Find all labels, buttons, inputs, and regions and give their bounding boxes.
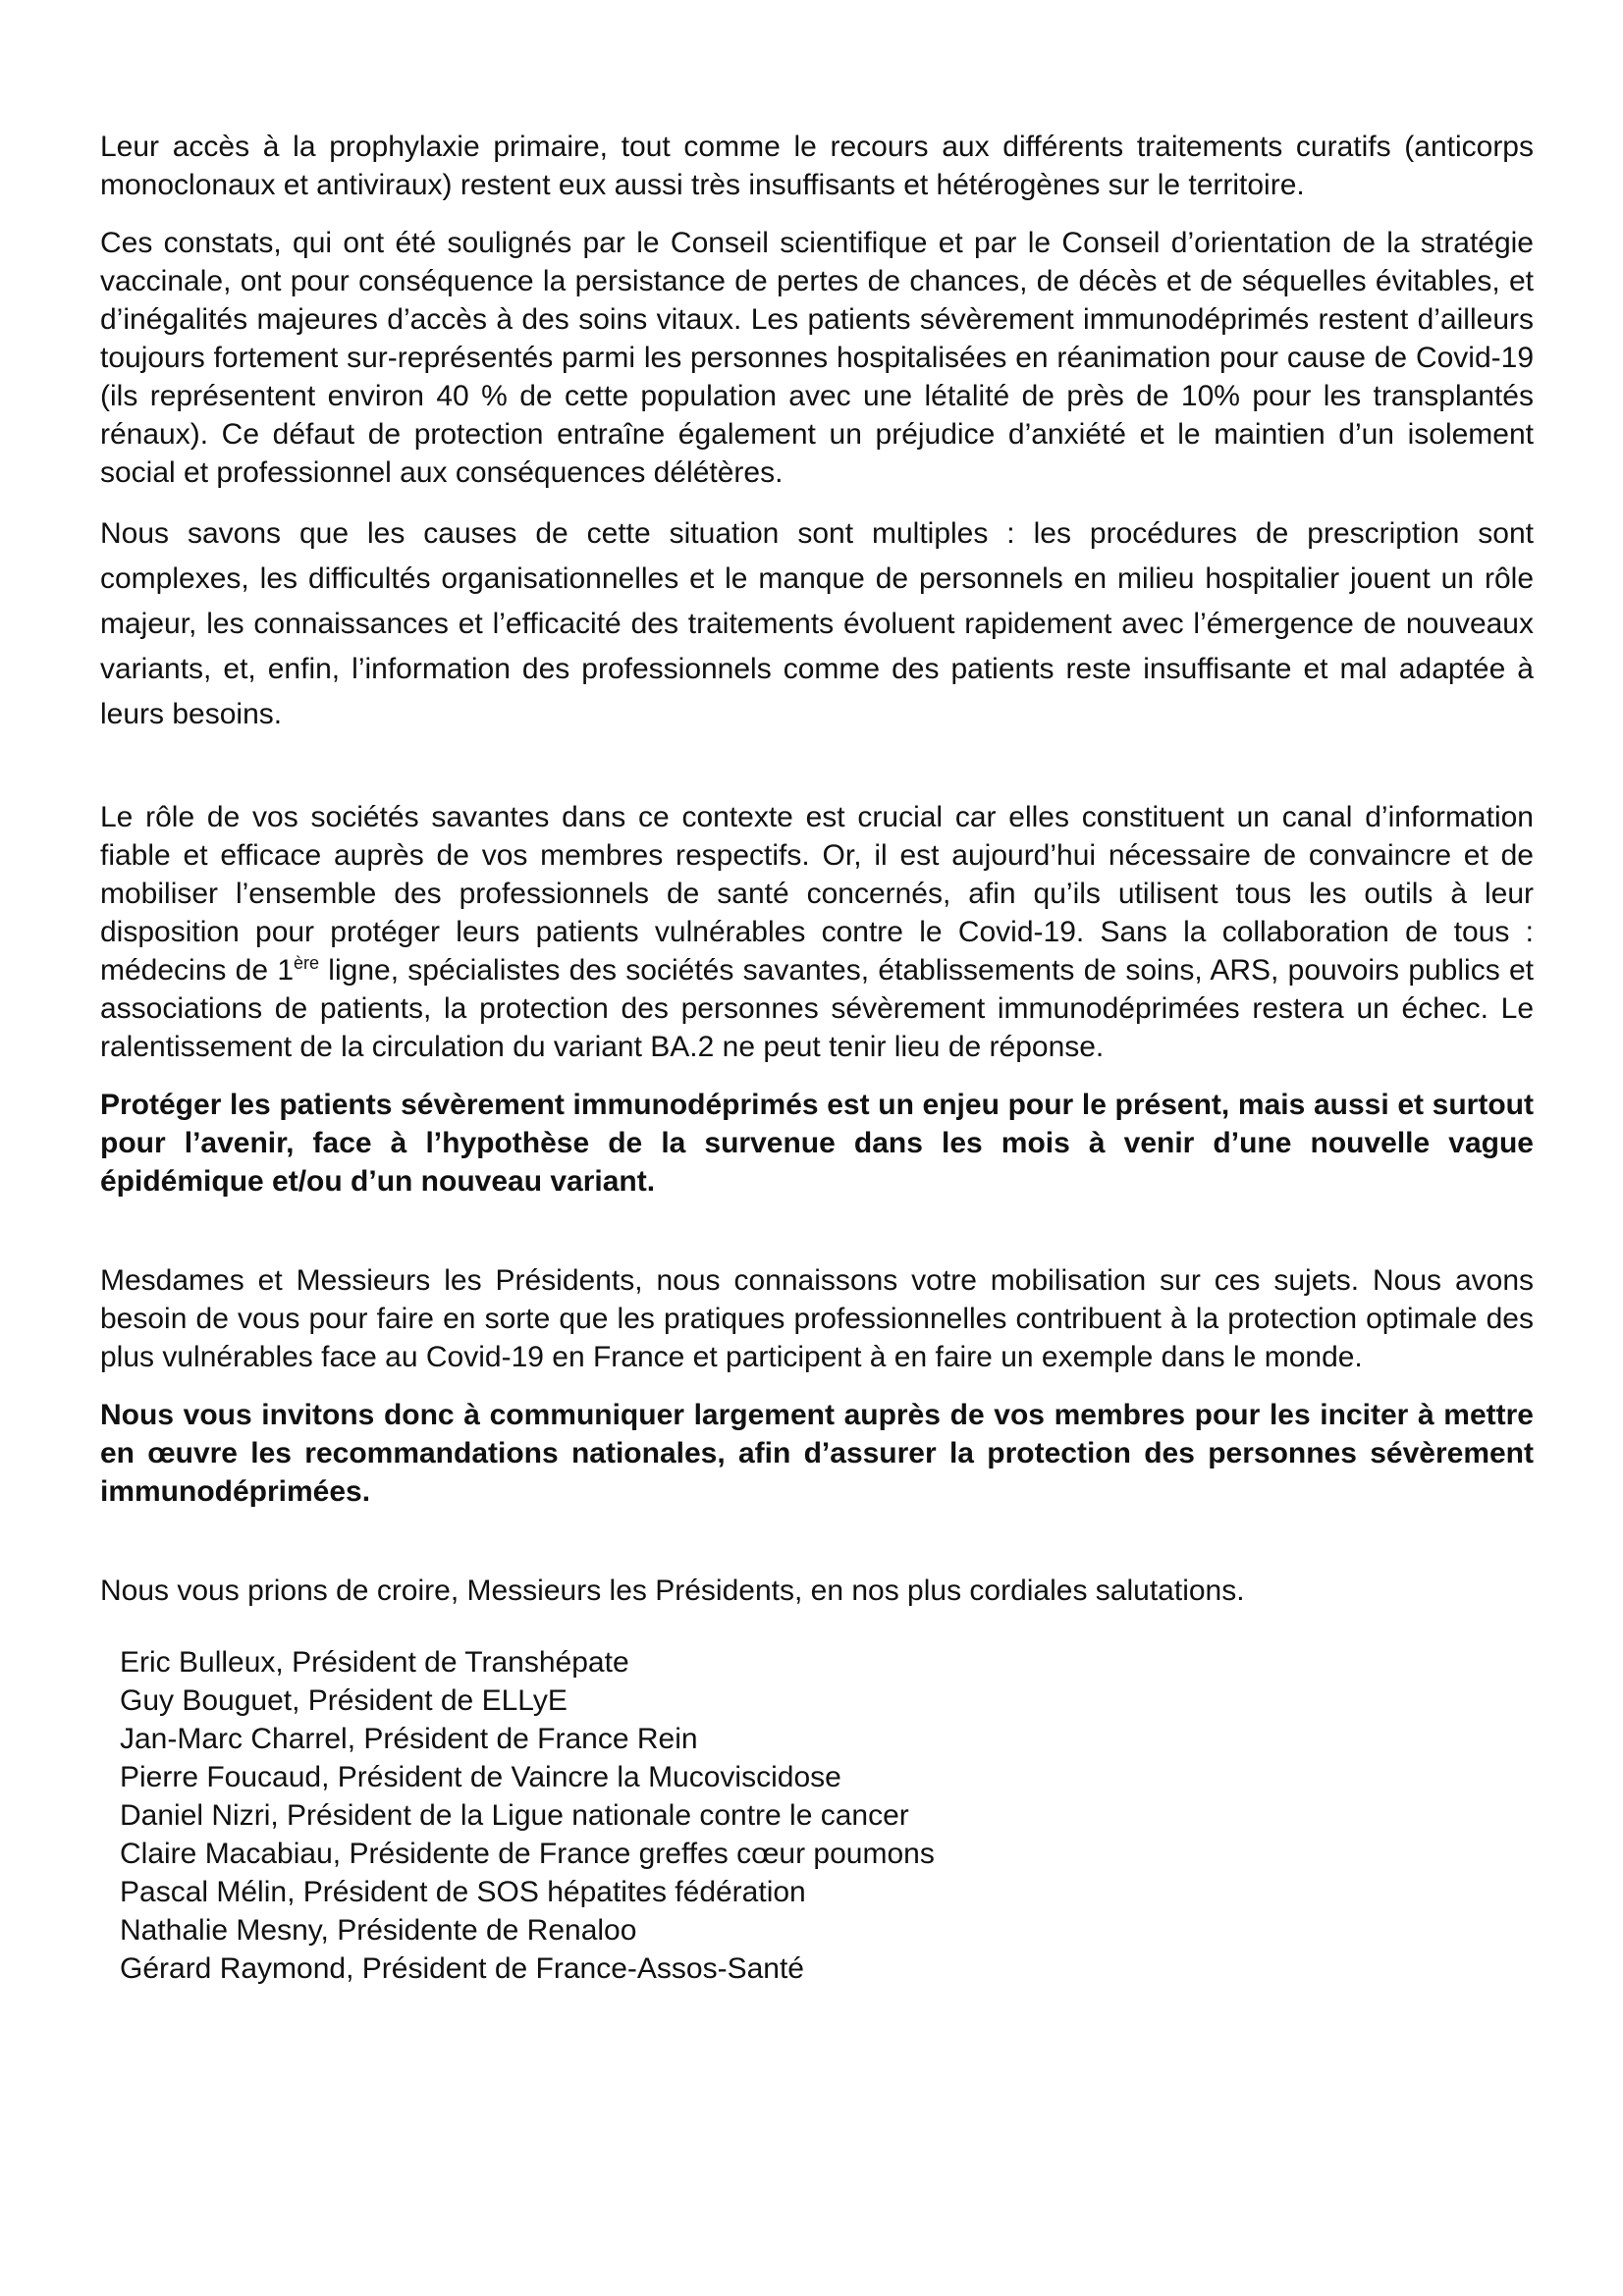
paragraph-invitation: Nous vous invitons donc à communiquer largement auprès de vos membres pour les inciter à mettre en œuvre les recommandations nationales, afin d’assurer la protection des personnes sévèrement immunodéprimées.	[100, 1399, 1534, 1508]
signatory: Daniel Nizri, Président de la Ligue nationale contre le cancer	[120, 1799, 909, 1832]
paragraph-societies-role-part2: ligne, spécialistes des sociétés savantes, établissements de soins, ARS, pouvoirs publics et associations de patients, la protection des personnes sévèrement immunodéprimées restera un échec. Le ralentissement de la circulation du variant BA.2 ne peut tenir lieu de réponse.	[100, 954, 1534, 1063]
superscript-ere: ère	[294, 953, 320, 973]
signatory: Pierre Foucaud, Président de Vaincre la Mucoviscidose	[120, 1761, 841, 1793]
signatory: Gérard Raymond, Président de France-Assos-Santé	[120, 1952, 804, 1985]
signatory: Guy Bouguet, Président de ELLyE	[120, 1684, 568, 1717]
signatory: Eric Bulleux, Président de Transhépate	[120, 1646, 629, 1679]
signatory: Claire Macabiau, Présidente de France greffes cœur poumons	[120, 1838, 935, 1870]
paragraph-emphasis-future: Protéger les patients sévèrement immunodéprimés est un enjeu pour le présent, mais aussi et surtout pour l’avenir, face à l’hypothèse de la survenue dans les mois à venir d’une nouvelle vague épidémique et/ou d’un nouveau variant.	[100, 1089, 1534, 1198]
paragraph-prophylaxis-access: Leur accès à la prophylaxie primaire, tout comme le recours aux différents traitements curatifs (anticorps monoclonaux et antiviraux) restent eux aussi très insuffisants et hétérogènes sur le territoire.	[100, 131, 1534, 201]
signatories-list	[100, 1643, 1534, 1988]
letter-page	[100, 128, 1534, 1988]
paragraph-address-presidents: Mesdames et Messieurs les Présidents, nous connaissons votre mobilisation sur ces sujets. Nous avons besoin de vous pour faire en sorte que les pratiques professionnelles contribuent à la protection optimale des plus vulnérables face au Covid-19 en France et participent à en faire un exemple dans le monde.	[100, 1264, 1534, 1373]
signatory: Nathalie Mesny, Présidente de Renaloo	[120, 1914, 637, 1947]
paragraph-societies-role	[100, 798, 1534, 1066]
paragraph-closing: Nous vous prions de croire, Messieurs les Présidents, en nos plus cordiales salutations.	[100, 1575, 1245, 1607]
paragraph-causes: Nous savons que les causes de cette situation sont multiples : les procédures de prescription sont complexes, les difficultés organisationnelles et le manque de personnels en milieu hospitalier jouent un rôle majeur, les connaissances et l’efficacité des traitements évoluent rapidement avec l’émergence de nouveaux variants, et, enfin, l’information des professionnels comme des patients reste insuffisante et mal adaptée à leurs besoins.	[100, 517, 1534, 730]
paragraph-societies-role-part1: Le rôle de vos sociétés savantes dans ce contexte est crucial car elles constituent un canal d’information fiable et efficace auprès de vos membres respectifs. Or, il est aujourd’hui nécessaire de convaincre et de mobiliser l’ensemble des professionnels de santé concernés, afin qu’ils utilisent tous les outils à leur disposition pour protéger leurs patients vulnérables contre le Covid-19. Sans la collaboration de tous : médecins de 1	[100, 801, 1534, 987]
signatory: Pascal Mélin, Président de SOS hépatites fédération	[120, 1876, 806, 1908]
paragraph-findings: Ces constats, qui ont été soulignés par le Conseil scientifique et par le Conseil d’orientation de la stratégie vaccinale, ont pour conséquence la persistance de pertes de chances, de décès et de séquelles évitables, et d’inégalités majeures d’accès à des soins vitaux. Les patients sévèrement immunodéprimés restent d’ailleurs toujours fortement sur-représentés parmi les personnes hospitalisées en réanimation pour cause de Covid-19 (ils représentent environ 40 % de cette population avec une létalité de près de 10% pour les transplantés rénaux). Ce défaut de protection entraîne également un préjudice d’anxiété et le maintien d’un isolement social et professionnel aux conséquences délétères.	[100, 227, 1534, 489]
signatory: Jan-Marc Charrel, Président de France Rein	[120, 1723, 698, 1755]
